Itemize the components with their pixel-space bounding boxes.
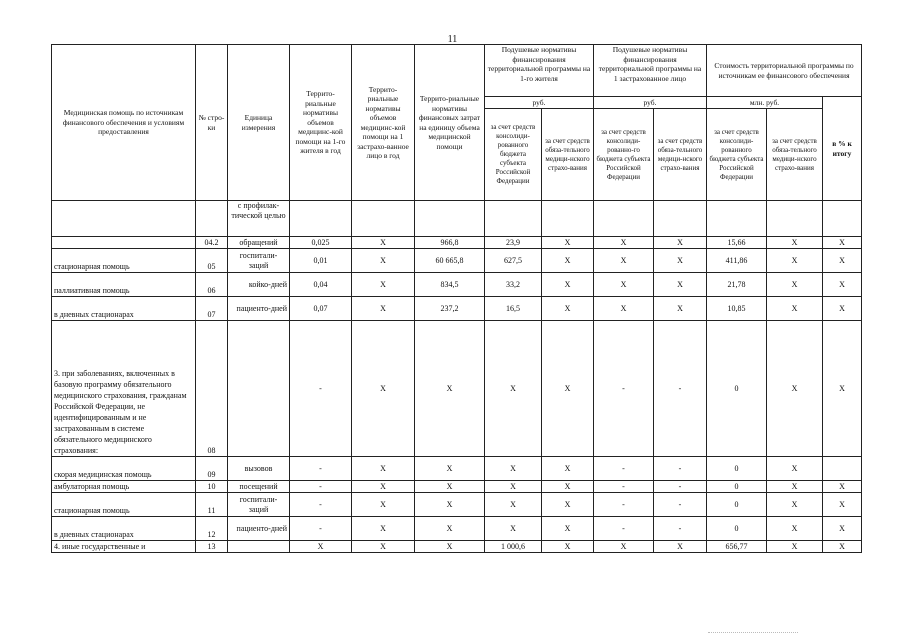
cell-budget-3: 0 (707, 517, 767, 541)
cell-oms-3: X (767, 249, 823, 273)
cell-budget-2: X (594, 237, 654, 249)
cell-budget-1: X (485, 481, 542, 493)
cell-volume-insured: X (352, 493, 415, 517)
header-budget-1: за счет средств консолиди-рованного бюджета субъекта Российской Федерации (485, 109, 542, 201)
cell-oms-1: X (542, 493, 594, 517)
cell-budget-1: 627,5 (485, 249, 542, 273)
cell-oms-2: X (654, 249, 707, 273)
cell-cost-unit: X (415, 541, 485, 553)
cell-oms-1: X (542, 517, 594, 541)
cell-volume-insured: X (352, 481, 415, 493)
cell-oms-2 (654, 201, 707, 237)
cell-volume-resident (290, 201, 352, 237)
header-unit-rub-2: руб. (594, 97, 707, 109)
cell-budget-2: - (594, 517, 654, 541)
cell-budget-3: 15,66 (707, 237, 767, 249)
header-volume-per-resident: Террито-риальные нормативы объемов медицинс-кой помощи на 1-го жителя в год (290, 45, 352, 201)
cell-volume-insured: X (352, 297, 415, 321)
table-row (52, 517, 862, 541)
cell-budget-3: 0 (707, 457, 767, 481)
header-oms-1: за счет средств обяза-тельного медици-нского страхо-вания (542, 109, 594, 201)
table-row (52, 321, 862, 457)
cell-volume-insured: X (352, 541, 415, 553)
row-name: в дневных стационарах (52, 517, 196, 541)
cell-oms-3 (767, 201, 823, 237)
header-group-program-cost: Стоимость территориальной программы по источникам ее финансового обеспечения (707, 45, 862, 97)
cell-cost-unit: 237,2 (415, 297, 485, 321)
cell-cost-unit: 60 665,8 (415, 249, 485, 273)
cell-oms-3: X (767, 273, 823, 297)
cell-budget-2: - (594, 321, 654, 457)
cell-percent (823, 201, 862, 237)
cell-budget-1: 23,9 (485, 237, 542, 249)
cell-volume-resident: 0,01 (290, 249, 352, 273)
cell-budget-2 (594, 201, 654, 237)
cell-percent: X (823, 321, 862, 457)
cell-oms-3: X (767, 457, 823, 481)
row-unit: госпитали-заций (228, 249, 290, 273)
cell-budget-3: 656,77 (707, 541, 767, 553)
cell-cost-unit: X (415, 517, 485, 541)
cell-percent: X (823, 541, 862, 553)
cell-volume-resident: 0,07 (290, 297, 352, 321)
row-unit: посещений (228, 481, 290, 493)
cell-volume-insured: X (352, 517, 415, 541)
header-unit: Единица измерения (228, 45, 290, 201)
cell-budget-3: 21,78 (707, 273, 767, 297)
cell-oms-1: X (542, 321, 594, 457)
row-name: стационарная помощь (52, 493, 196, 517)
cell-volume-insured: X (352, 273, 415, 297)
cell-oms-1: X (542, 273, 594, 297)
cell-budget-3 (707, 201, 767, 237)
cell-oms-1: X (542, 541, 594, 553)
page-number: 11 (447, 34, 458, 45)
cell-oms-2: X (654, 541, 707, 553)
cell-volume-resident: - (290, 457, 352, 481)
row-name (52, 201, 196, 237)
row-name: в дневных стационарах (52, 297, 196, 321)
cell-budget-2: X (594, 249, 654, 273)
cell-cost-unit: X (415, 457, 485, 481)
cell-oms-1 (542, 201, 594, 237)
cell-budget-3: 0 (707, 321, 767, 457)
cell-budget-1: X (485, 321, 542, 457)
cell-percent (823, 457, 862, 481)
cell-oms-3: X (767, 541, 823, 553)
cell-budget-3: 0 (707, 493, 767, 517)
table-row (52, 457, 862, 481)
row-unit (228, 321, 290, 457)
cell-percent: X (823, 517, 862, 541)
row-number: 05 (196, 249, 228, 273)
row-unit: пациенто-дней (228, 517, 290, 541)
cell-percent: X (823, 237, 862, 249)
header-percent-of-total: в % к итогу (823, 97, 862, 201)
row-name: паллиативная помощь (52, 273, 196, 297)
cell-volume-insured: X (352, 249, 415, 273)
header-oms-2: за счет средств обяза-тельного медици-нского страхо-вания (654, 109, 707, 201)
cell-percent: X (823, 297, 862, 321)
cell-percent: X (823, 249, 862, 273)
cell-oms-2: - (654, 457, 707, 481)
table-row (52, 249, 862, 273)
cell-oms-3: X (767, 297, 823, 321)
table-row (52, 237, 862, 249)
cell-volume-insured: X (352, 237, 415, 249)
row-number: 06 (196, 273, 228, 297)
row-name: стационарная помощь (52, 249, 196, 273)
cell-budget-2: X (594, 541, 654, 553)
cell-volume-insured: X (352, 457, 415, 481)
cell-oms-3: X (767, 481, 823, 493)
row-number: 07 (196, 297, 228, 321)
cell-oms-2: - (654, 481, 707, 493)
cell-oms-2: X (654, 273, 707, 297)
row-name (52, 237, 196, 249)
header-unit-rub-1: руб. (485, 97, 594, 109)
cell-cost-unit: X (415, 321, 485, 457)
header-cost-per-unit: Террито-риальные нормативы финансовых затрат на единицу объема медицинской помощи (415, 45, 485, 201)
cell-budget-1: 16,5 (485, 297, 542, 321)
cell-percent: X (823, 493, 862, 517)
cell-oms-1: X (542, 249, 594, 273)
cell-oms-2: - (654, 321, 707, 457)
cell-cost-unit: X (415, 481, 485, 493)
cell-budget-1: X (485, 493, 542, 517)
header-budget-3: за счет средств консолиди-рованного бюджета субъекта Российской Федерации (707, 109, 767, 201)
row-number: 13 (196, 541, 228, 553)
cell-budget-3: 10,85 (707, 297, 767, 321)
row-unit: койко-дней (228, 273, 290, 297)
row-number (196, 201, 228, 237)
row-unit: вызовов (228, 457, 290, 481)
row-unit: с профилак-тической целью (228, 201, 290, 237)
cell-oms-1: X (542, 457, 594, 481)
cell-budget-1: X (485, 457, 542, 481)
cell-oms-2: X (654, 237, 707, 249)
cell-budget-3: 0 (707, 481, 767, 493)
cell-budget-3: 411,86 (707, 249, 767, 273)
scan-artifact (708, 632, 798, 635)
row-number: 12 (196, 517, 228, 541)
row-name: амбулаторная помощь (52, 481, 196, 493)
row-unit (228, 541, 290, 553)
cell-budget-2: X (594, 273, 654, 297)
cell-budget-1: 1 000,6 (485, 541, 542, 553)
cell-volume-resident: - (290, 481, 352, 493)
territorial-program-table (51, 44, 862, 553)
cell-percent: X (823, 273, 862, 297)
cell-oms-2: - (654, 493, 707, 517)
row-number: 10 (196, 481, 228, 493)
cell-volume-resident: - (290, 321, 352, 457)
header-budget-2: за счет средств консолиди-рованно-го бюджета субъекта Российской Федерации (594, 109, 654, 201)
cell-volume-insured: X (352, 321, 415, 457)
cell-volume-insured (352, 201, 415, 237)
table-row (52, 201, 862, 237)
cell-budget-2: X (594, 297, 654, 321)
cell-oms-1: X (542, 297, 594, 321)
row-number: 08 (196, 321, 228, 457)
cell-volume-resident: - (290, 493, 352, 517)
header-row-number: № стро-ки (196, 45, 228, 201)
row-number: 09 (196, 457, 228, 481)
table-row (52, 297, 862, 321)
cell-volume-resident: X (290, 541, 352, 553)
row-unit: госпитали-заций (228, 493, 290, 517)
cell-budget-1 (485, 201, 542, 237)
cell-cost-unit: X (415, 493, 485, 517)
cell-budget-1: 33,2 (485, 273, 542, 297)
row-unit: обращений (228, 237, 290, 249)
row-number: 11 (196, 493, 228, 517)
header-unit-mln-rub: млн. руб. (707, 97, 823, 109)
cell-budget-2: - (594, 481, 654, 493)
cell-oms-3: X (767, 493, 823, 517)
header-oms-3: за счет средств обяза-тельного медици-нского страхо-вания (767, 109, 823, 201)
cell-volume-resident: 0,025 (290, 237, 352, 249)
cell-oms-2: - (654, 517, 707, 541)
table-row (52, 273, 862, 297)
cell-oms-3: X (767, 321, 823, 457)
cell-volume-resident: - (290, 517, 352, 541)
header-care-type: Медицинская помощь по источникам финансового обеспечения и условиям предоставления (52, 45, 196, 201)
cell-oms-1: X (542, 237, 594, 249)
header-group-per-insured: Подушевые нормативы финансирования территориальной программы на 1 застрахованное лицо (594, 45, 707, 97)
cell-budget-2: - (594, 493, 654, 517)
table-row (52, 541, 862, 553)
cell-cost-unit (415, 201, 485, 237)
header-group-per-resident: Подушевые нормативы финансирования территориальной программы на 1-го жителя (485, 45, 594, 97)
row-unit: пациенто-дней (228, 297, 290, 321)
cell-budget-1: X (485, 517, 542, 541)
cell-oms-3: X (767, 237, 823, 249)
cell-budget-2: - (594, 457, 654, 481)
cell-oms-3: X (767, 517, 823, 541)
table-row (52, 481, 862, 493)
table-row (52, 493, 862, 517)
row-number: 04.2 (196, 237, 228, 249)
row-name: 3. при заболеваниях, включенных в базовую программу обязательного медицинского страхования, гражданам Российской Федерации, не идентифицированным и не застрахованным в системе обязательного медицинского страхования: (52, 321, 196, 457)
cell-cost-unit: 966,8 (415, 237, 485, 249)
cell-volume-resident: 0,04 (290, 273, 352, 297)
row-name: 4. иные государственные и (52, 541, 196, 553)
header-volume-per-insured: Террито-риальные нормативы объемов медицинс-кой помощи на 1 застрахо-ванное лицо в год (352, 45, 415, 201)
cell-cost-unit: 834,5 (415, 273, 485, 297)
row-name: скорая медицинская помощь (52, 457, 196, 481)
cell-oms-2: X (654, 297, 707, 321)
cell-percent: X (823, 481, 862, 493)
cell-oms-1: X (542, 481, 594, 493)
